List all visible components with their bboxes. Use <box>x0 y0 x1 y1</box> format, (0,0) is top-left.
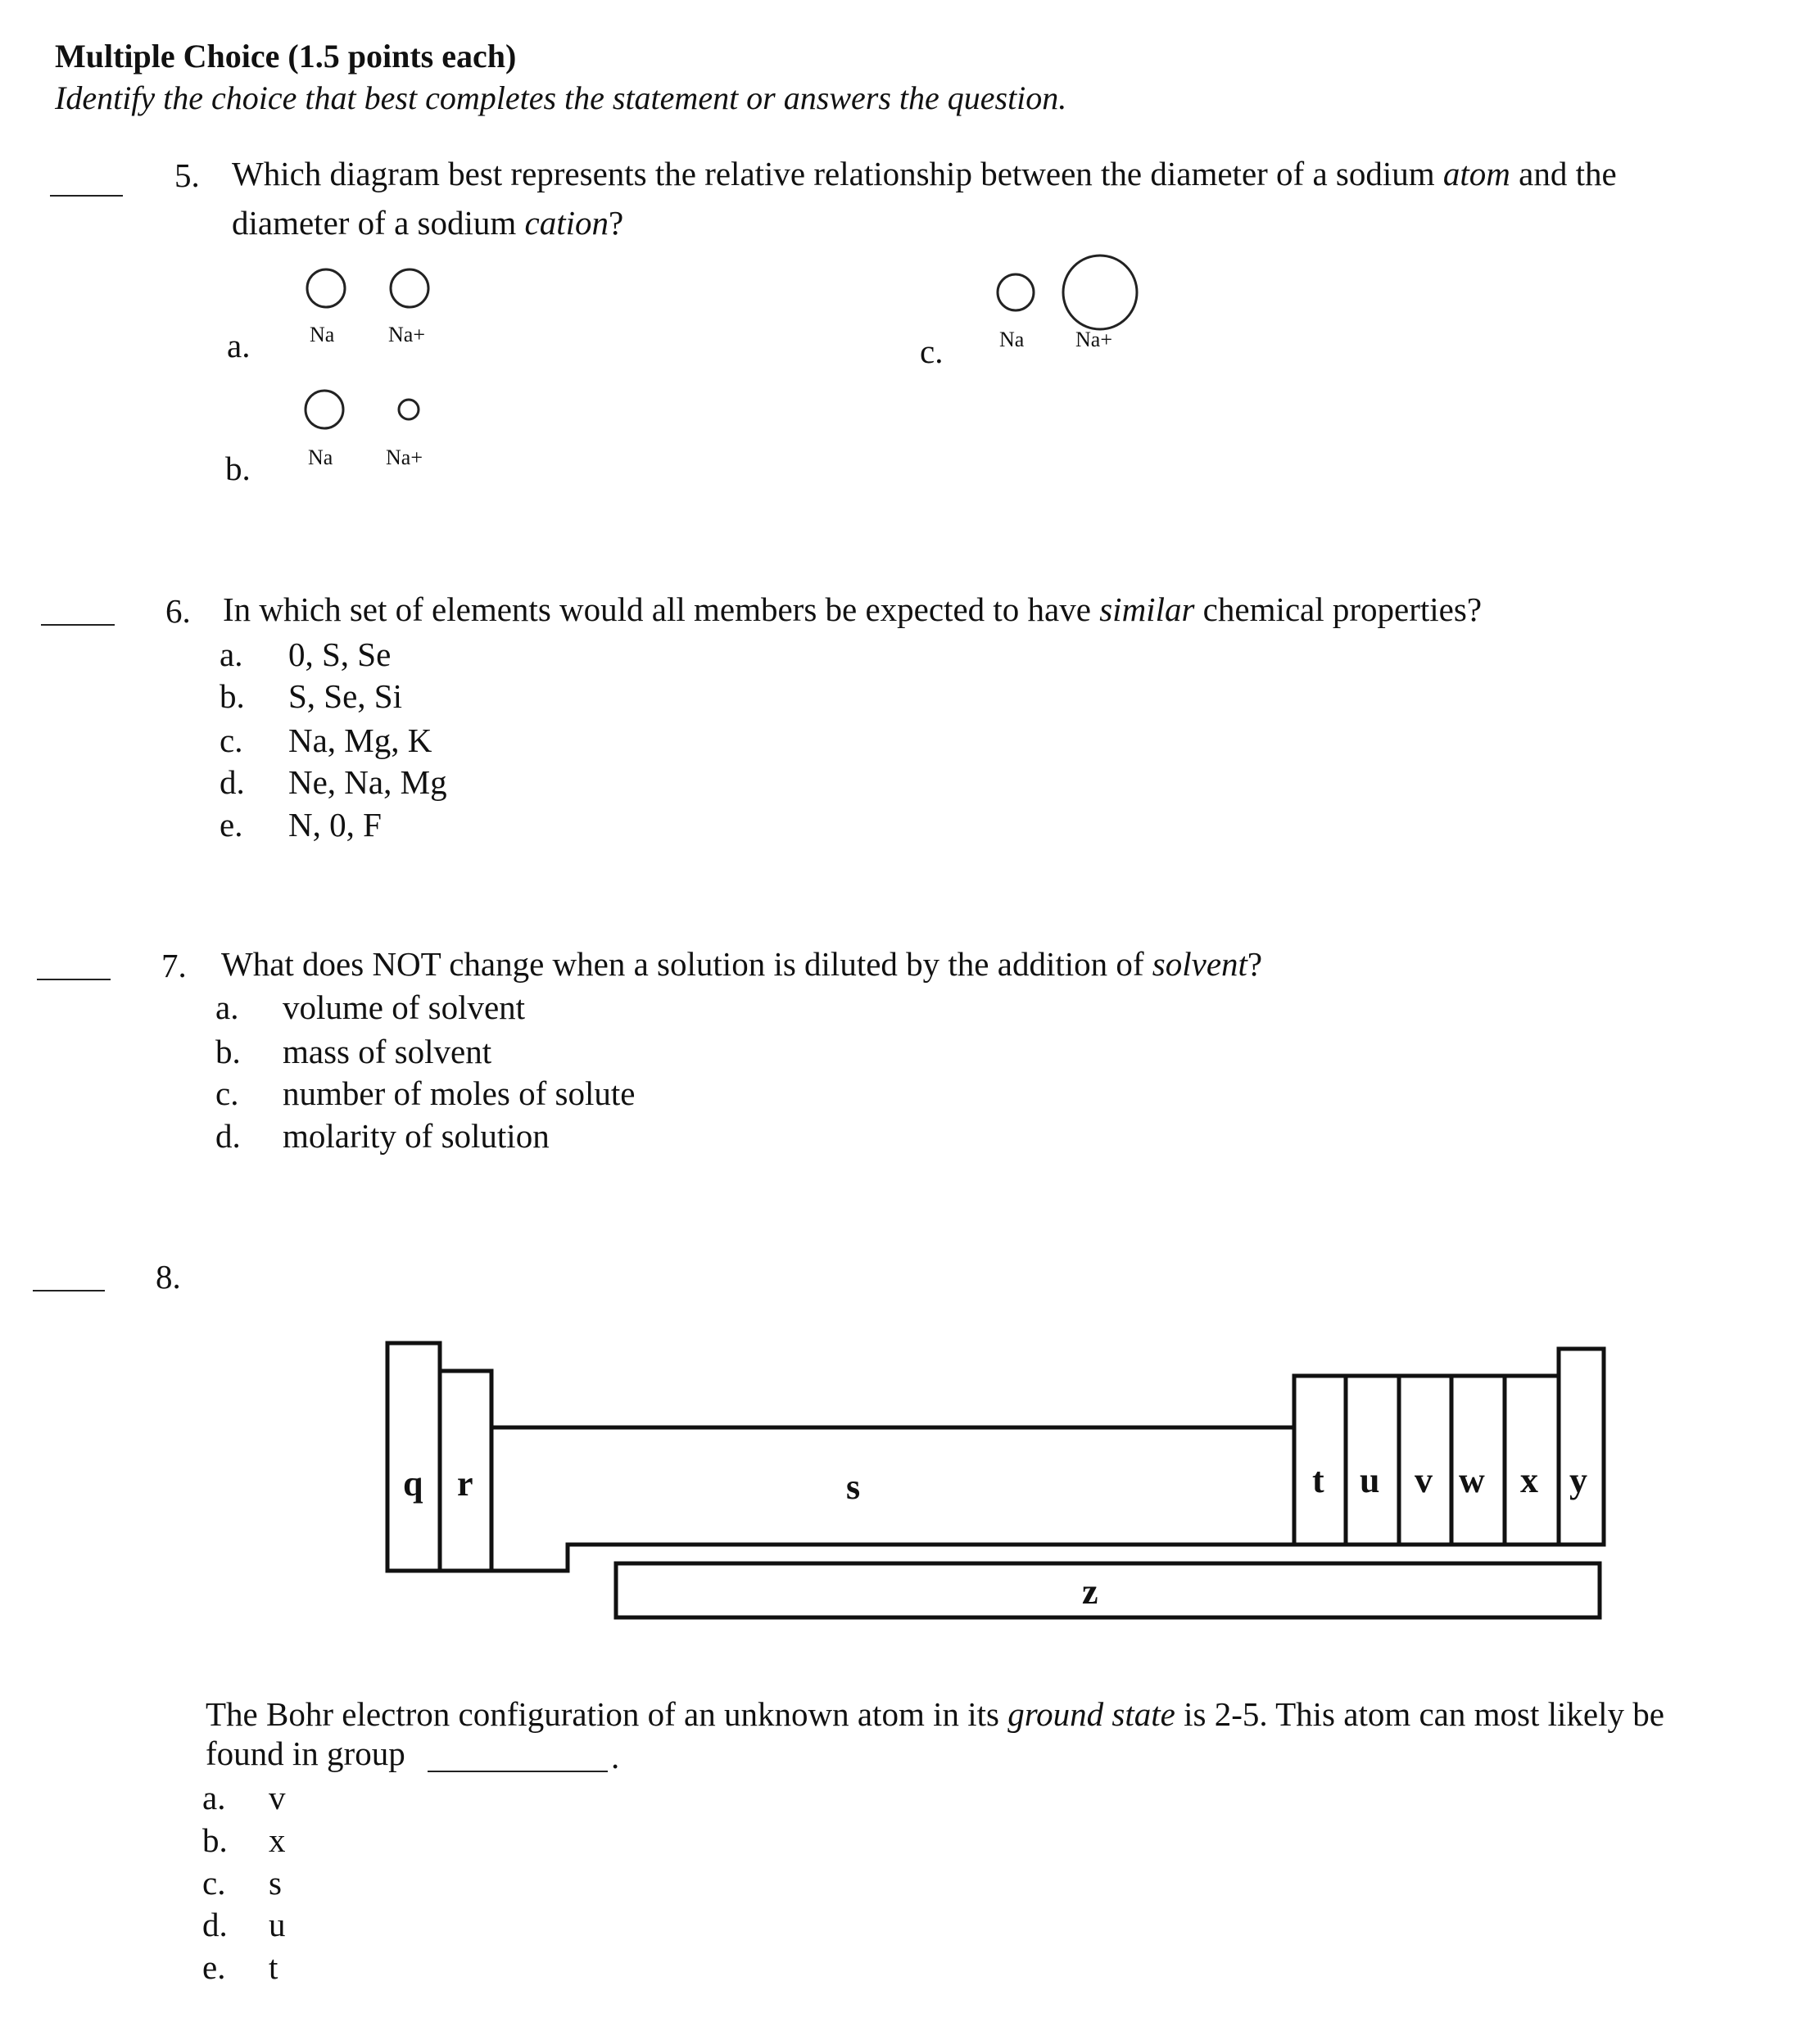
question-text: ? <box>609 204 624 242</box>
question-text: diameter of a sodium <box>232 204 525 242</box>
question-text-emphasis: solvent <box>1152 945 1247 983</box>
group-label-z: z <box>1082 1572 1098 1612</box>
group-y-box <box>1559 1349 1604 1545</box>
question-text: What does NOT change when a solution is diluted by the addition of <box>221 945 1152 983</box>
question-8-text <box>206 1695 1664 1733</box>
option-letter[interactable]: c. <box>202 1864 226 1902</box>
group-label-w: w <box>1459 1460 1485 1500</box>
question-number: 6. <box>165 592 191 630</box>
section-instructions: Identify the choice that best completes the statement or answers the question. <box>55 79 1067 116</box>
group-q-box <box>387 1343 440 1571</box>
option-value[interactable]: t <box>269 1948 278 1986</box>
question-text: Which diagram best represents the relative relationship between the diameter of a sodium <box>232 155 1443 192</box>
question-number: 8. <box>156 1258 181 1296</box>
option-b-atom-label: Na <box>308 446 333 469</box>
option-a-ion-label: Na+ <box>388 323 425 346</box>
fill-in-blank[interactable] <box>428 1771 608 1772</box>
question-text: is 2-5. This atom can most likely be <box>1175 1695 1664 1733</box>
option-value[interactable]: volume of solvent <box>283 988 526 1026</box>
option-value[interactable]: u <box>269 1906 286 1943</box>
option-letter[interactable]: c. <box>220 721 243 759</box>
group-label-x: x <box>1520 1460 1538 1500</box>
group-label-y: y <box>1569 1460 1587 1500</box>
group-label-t: t <box>1312 1460 1324 1500</box>
option-letter[interactable]: b. <box>220 677 245 715</box>
question-text-emphasis: cation <box>524 204 609 242</box>
question-text: In which set of elements would all members be expected to have <box>223 590 1100 628</box>
option-value[interactable]: molarity of solution <box>283 1117 550 1155</box>
option-letter[interactable]: d. <box>202 1906 228 1943</box>
question-text-emphasis: similar <box>1099 590 1195 628</box>
option-letter[interactable]: a. <box>215 988 239 1026</box>
group-label-s: s <box>846 1467 861 1507</box>
group-label-r: r <box>457 1463 473 1504</box>
option-value[interactable]: s <box>269 1864 282 1902</box>
option-a-atom-label: Na <box>310 323 335 346</box>
option-letter[interactable]: b. <box>202 1821 228 1859</box>
question-number: 7. <box>161 947 187 984</box>
option-letter[interactable]: e. <box>220 806 243 844</box>
option-letter[interactable]: e. <box>202 1948 226 1986</box>
option-value[interactable]: 0, S, Se <box>288 636 392 673</box>
option-c-ion-label: Na+ <box>1075 328 1112 351</box>
option-value[interactable]: mass of solvent <box>283 1033 492 1070</box>
fill-in-period: . <box>611 1738 620 1775</box>
question-text-emphasis: atom <box>1442 155 1510 192</box>
option-letter[interactable]: a. <box>220 636 243 673</box>
option-letter[interactable]: d. <box>215 1117 241 1155</box>
option-b-letter[interactable]: b. <box>225 450 251 487</box>
question-text-emphasis: ground state <box>1007 1695 1175 1733</box>
option-a-letter[interactable]: a. <box>227 327 251 364</box>
question-text: found in group <box>206 1735 405 1772</box>
question-text: ? <box>1247 945 1263 983</box>
question-text: and the <box>1510 155 1617 192</box>
option-value[interactable]: N, 0, F <box>288 806 382 844</box>
option-c-atom-label: Na <box>999 328 1025 351</box>
group-label-q: q <box>403 1463 423 1504</box>
option-value[interactable]: Ne, Na, Mg <box>288 763 447 801</box>
option-letter[interactable]: d. <box>220 763 245 801</box>
base-step-outline <box>491 1545 1604 1571</box>
group-label-v: v <box>1415 1460 1433 1500</box>
group-label-u: u <box>1360 1460 1380 1500</box>
question-text: The Bohr electron configuration of an unknown atom in its <box>206 1695 1008 1733</box>
question-number: 5. <box>174 156 200 194</box>
question-text: chemical properties? <box>1194 590 1483 628</box>
section-title: Multiple Choice (1.5 points each) <box>55 38 517 75</box>
option-value[interactable]: Na, Mg, K <box>288 721 432 759</box>
option-letter[interactable]: a. <box>202 1779 226 1816</box>
option-value[interactable]: v <box>269 1779 286 1816</box>
question-8-text-line2 <box>206 1737 405 1771</box>
group-z-box <box>616 1563 1600 1617</box>
option-b-ion-label: Na+ <box>386 446 423 469</box>
option-letter[interactable]: b. <box>215 1033 241 1070</box>
option-value[interactable]: number of moles of solute <box>283 1074 636 1112</box>
option-value[interactable]: x <box>269 1821 286 1859</box>
option-c-letter[interactable]: c. <box>920 332 944 370</box>
option-letter[interactable]: c. <box>215 1074 239 1112</box>
option-value[interactable]: S, Se, Si <box>288 677 402 715</box>
